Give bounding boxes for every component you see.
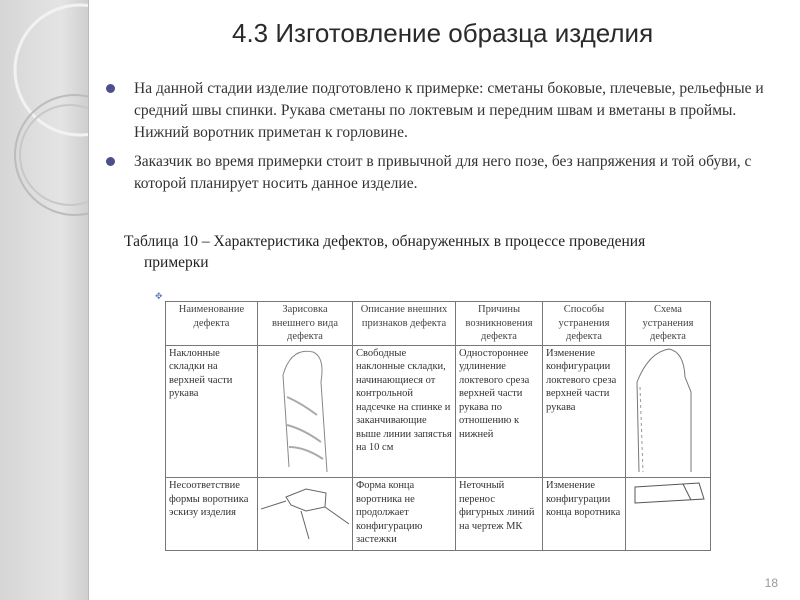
table-move-handle-icon[interactable]: ✥	[155, 291, 163, 301]
table-header-row	[166, 302, 711, 346]
bullet-item	[106, 78, 786, 144]
fix-scheme	[626, 478, 711, 551]
bullet-dot-icon	[106, 157, 115, 166]
header-cell: Зарисовка внешнего вида дефекта	[258, 302, 353, 346]
header-cell: Описание внешних признаков дефекта	[353, 302, 456, 346]
header-cell: Наименование дефекта	[166, 302, 258, 346]
decorative-circles-icon	[0, 0, 88, 600]
collar-sketch-icon	[261, 479, 349, 544]
header-cell: Способы устранения дефекта	[543, 302, 626, 346]
header-cell: Причины возникновения дефекта	[456, 302, 543, 346]
defect-description: Свободные наклонные складки, начинающиеся от контрольной надсечке на спинке и заканчивающие выше линии запястья на 10 см	[353, 345, 456, 478]
defect-cause: Одностороннее удлинение локтевого среза верхней части рукава по отношению к нижней	[456, 345, 543, 478]
caption-line: Таблица 10 – Характеристика дефектов, обнаруженных в процессе проведения	[124, 233, 646, 250]
fix-scheme	[626, 345, 711, 478]
bullet-list	[106, 78, 786, 202]
defect-name: Несоответствие формы воротника эскизу изделия	[166, 478, 258, 551]
header-cell: Схема устранения дефекта	[626, 302, 711, 346]
caption-line: примерки	[144, 254, 209, 271]
sleeve-folds-sketch-icon	[261, 347, 349, 472]
defect-sketch	[258, 345, 353, 478]
slide-title: 4.3 Изготовление образца изделия	[232, 18, 654, 48]
bullet-text: На данной стадии изделие подготовлено к примерке: сметаны боковые, плечевые, рельефные и средний швы спинки. Рукава сметаны по локтевым и передним швам и вметаны в проймы. Нижний воротник приметан к горловине.	[134, 80, 764, 141]
decorative-side-panel	[0, 0, 89, 600]
bullet-item	[106, 151, 786, 195]
defect-fix: Изменение конфигурации локтевого среза верхней части рукава	[543, 345, 626, 478]
sleeve-fix-scheme-icon	[629, 347, 707, 472]
defect-cause: Неточный перенос фигурных линий на чертеж МК	[456, 478, 543, 551]
bullet-text: Заказчик во время примерки стоит в привычной для него позе, без напряжения и той обуви, с которой планирует носить данное изделие.	[134, 153, 752, 192]
bullet-dot-icon	[106, 84, 115, 93]
table-row	[166, 478, 711, 551]
table-row	[166, 345, 711, 478]
collar-fix-scheme-icon	[629, 479, 707, 519]
defect-name: Наклонные складки на верхней части рукава	[166, 345, 258, 478]
page-number: 18	[764, 576, 778, 590]
defect-description: Форма конца воротника не продолжает конфигурацию застежки	[353, 478, 456, 551]
table-caption	[124, 231, 764, 273]
defect-sketch	[258, 478, 353, 551]
defects-table	[165, 301, 711, 551]
defect-fix: Изменение конфигурации конца воротника	[543, 478, 626, 551]
